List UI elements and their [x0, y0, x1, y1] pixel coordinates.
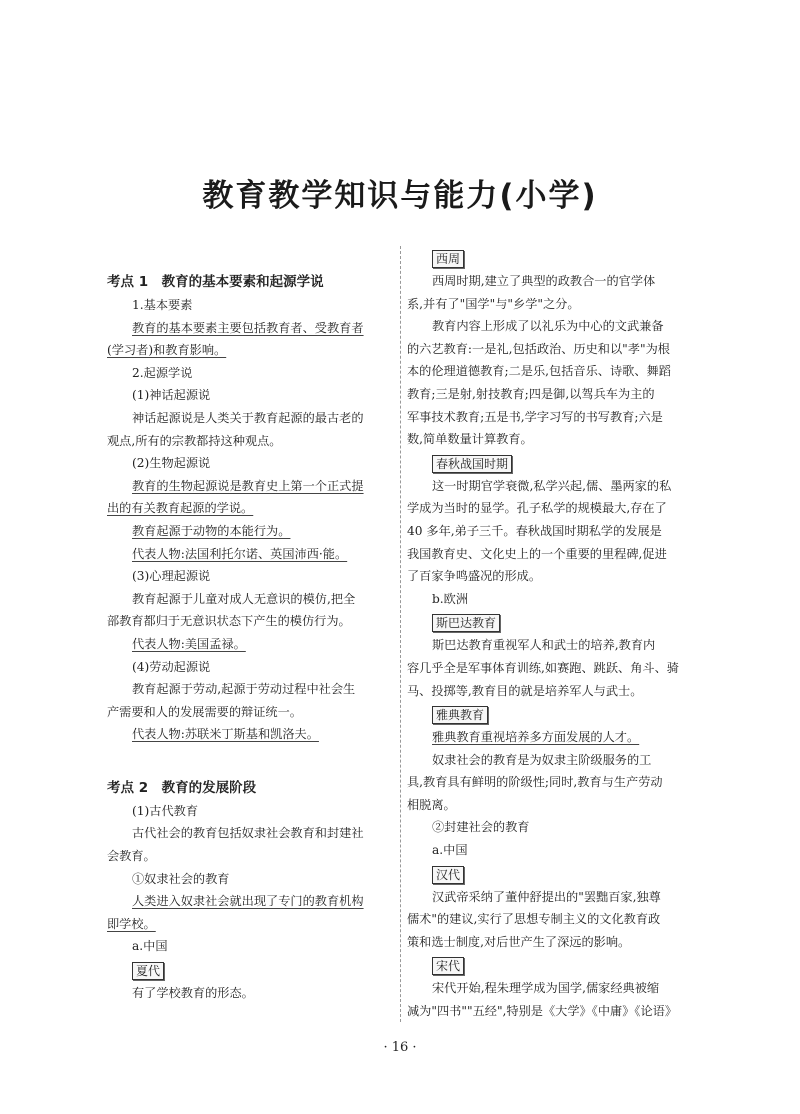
- text-line: 代表人物:法国利托尔诺、英国沛西·能。: [132, 546, 348, 561]
- text-line: 西周时期,建立了典型的政教合一的官学体: [432, 274, 656, 288]
- text-line: 数,简单数量计算教育。: [407, 432, 533, 447]
- text-line: 教育起源于劳动,起源于劳动过程中社会生: [132, 682, 356, 697]
- text-line: 了百家争鸣盛况的形成。: [407, 569, 542, 584]
- text-line: 出的有关教育起源的学说。: [107, 501, 254, 516]
- text-line: 儒术"的建议,实行了思想专制主义的文化教育政: [407, 912, 661, 927]
- left-column: [107, 270, 395, 1005]
- text-line: ①奴隶社会的教育: [132, 871, 230, 886]
- text-line: 教育;三是射,射技教育;四是御,以驾兵车为主的: [407, 386, 655, 401]
- text-line: 具,教育具有鲜明的阶级性;同时,教育与生产劳动: [407, 775, 663, 790]
- text-line: (1)古代教育: [132, 803, 199, 818]
- text-line: 汉武帝采纳了董仲舒提出的"罢黜百家,独尊: [432, 889, 661, 904]
- text-line: 学成为当时的显学。孔子私学的规模最大,存在了: [407, 501, 667, 516]
- text-line: 容几乎全是军事体育训练,如赛跑、跳跃、角斗、骑: [407, 660, 679, 675]
- text-line: 本的伦理道德教育;二是乐,包括音乐、诗歌、舞蹈: [407, 364, 671, 379]
- text-line: 相脱离。: [407, 797, 456, 812]
- text-line: (4)劳动起源说: [132, 659, 211, 674]
- text-line: 策和选士制度,对后世产生了深远的影响。: [407, 934, 631, 949]
- text-line: 有了学校教育的形态。: [132, 986, 254, 1001]
- text-line: 神话起源说是人类关于教育起源的最古老的: [132, 410, 364, 425]
- text-line: 减为"四书""五经",特别是《大学》《中庸》《论语》: [407, 1004, 678, 1019]
- text-line: ②封建社会的教育: [432, 820, 530, 835]
- period-label-box: 宋代: [432, 957, 464, 975]
- text-line: (2)生物起源说: [132, 456, 211, 471]
- text-line: 教育的基本要素主要包括教育者、受教育者: [132, 320, 364, 335]
- text-line: 部教育都归于无意识状态下产生的模仿行为。: [107, 614, 351, 629]
- page-title: 教育教学知识与能力(小学): [202, 178, 598, 214]
- period-label-box: 春秋战国时期: [432, 455, 512, 473]
- text-line: b.欧洲: [432, 591, 469, 606]
- section-heading: 考点 2 教育的发展阶段: [107, 779, 257, 796]
- text-line: 军事技术教育;五是书,学字习写的书写教育;六是: [407, 409, 663, 424]
- text-line: 雅典教育重视培养多方面发展的人才。: [432, 730, 640, 745]
- text-line: 即学校。: [107, 916, 156, 931]
- text-line: 马、投掷等,教育目的就是培养军人与武士。: [407, 683, 643, 698]
- period-label-box: 雅典教育: [432, 706, 488, 724]
- text-line: a.中国: [432, 843, 468, 858]
- text-line: 2.起源学说: [132, 365, 193, 380]
- text-line: 教育起源于儿童对成人无意识的模仿,把全: [132, 591, 356, 606]
- text-line: 斯巴达教育重视军人和武士的培养,教育内: [432, 638, 656, 653]
- text-line: 代表人物:美国孟禄。: [132, 636, 246, 651]
- text-line: (1)神话起源说: [132, 388, 211, 403]
- period-label-box: 汉代: [432, 866, 464, 884]
- text-line: 古代社会的教育包括奴隶社会教育和封建社: [132, 826, 364, 841]
- text-line: 系,并有了"国学"与"乡学"之分。: [407, 296, 580, 311]
- right-column: [407, 246, 695, 1023]
- text-line: 的六艺教育:一是礼,包括政治、历史和以"孝"为根: [407, 341, 670, 356]
- text-line: 宋代开始,程朱理学成为国学,儒家经典被缩: [432, 981, 660, 996]
- text-line: 代表人物:苏联米丁斯基和凯洛夫。: [132, 727, 319, 742]
- text-line: 会教育。: [107, 849, 156, 864]
- text-line: 我国教育史、文化史上的一个重要的里程碑,促进: [407, 546, 667, 561]
- text-line: 这一时期官学衰微,私学兴起,儒、墨两家的私: [432, 478, 672, 493]
- text-line: 奴隶社会的教育是为奴隶主阶级服务的工: [432, 752, 652, 767]
- period-label-box: 西周: [432, 250, 464, 268]
- text-line: 观点,所有的宗教都持这种观点。: [107, 433, 282, 448]
- column-divider: [400, 246, 401, 1022]
- text-line: a.中国: [132, 939, 168, 954]
- section-heading: 考点 1 教育的基本要素和起源学说: [107, 274, 324, 290]
- text-line: 教育的生物起源说是教育史上第一个正式提: [132, 478, 364, 493]
- text-line: 教育内容上形成了以礼乐为中心的文武兼备: [432, 319, 664, 334]
- text-line: (学习者)和教育影响。: [107, 343, 227, 358]
- text-line: 1.基本要素: [132, 298, 193, 312]
- period-label-box: 斯巴达教育: [432, 614, 500, 632]
- period-label-box: 夏代: [132, 962, 164, 980]
- page-number: · 16 ·: [383, 1040, 417, 1055]
- text-line: (3)心理起源说: [132, 569, 211, 584]
- text-line: 人类进入奴隶社会就出现了专门的教育机构: [132, 894, 364, 909]
- text-line: 产需要和人的发展需要的辩证统一。: [107, 704, 302, 719]
- text-line: 教育起源于动物的本能行为。: [132, 523, 291, 538]
- text-line: 40 多年,弟子三千。春秋战国时期私学的发展是: [407, 523, 662, 538]
